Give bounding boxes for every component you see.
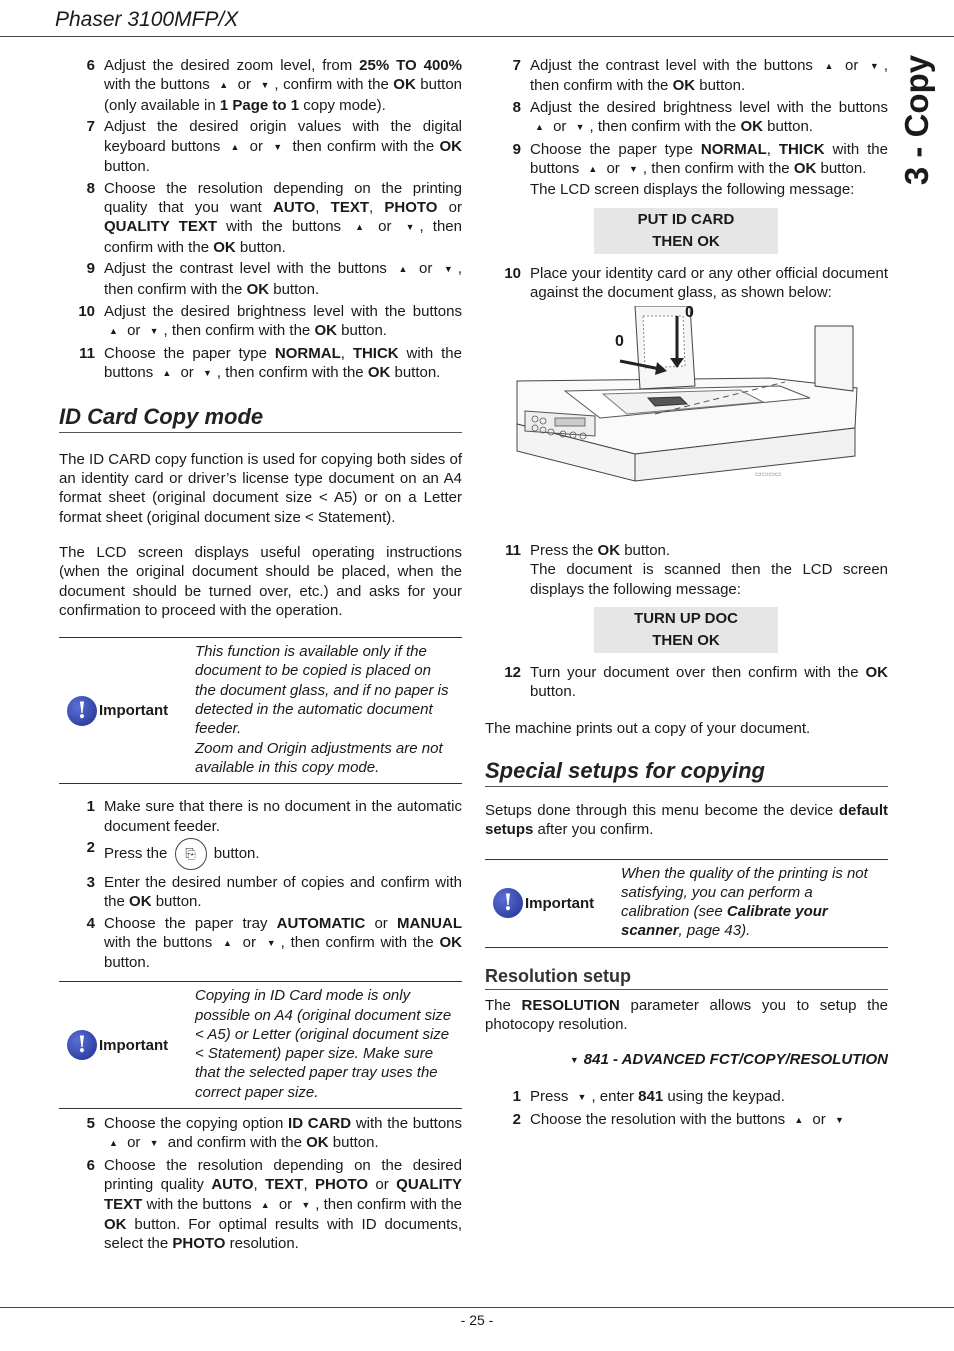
- important-text: This function is available only if the document to be copied is placed on the document glass, and if no paper is detected in the automatic document feeder. Zoom and Origin adjustments are not available in this copy mode.: [195, 643, 449, 776]
- step-number: 9: [86, 260, 95, 278]
- list-item: [485, 1110, 888, 1130]
- list-item: [59, 117, 462, 176]
- step-place-card: [485, 264, 888, 303]
- step-number: 1: [86, 798, 95, 816]
- step-number: 1: [512, 1088, 521, 1106]
- step-number: 6: [86, 1157, 95, 1175]
- step-number: 4: [86, 914, 95, 932]
- menu-path-text: 841 - ADVANCED FCT/COPY/RESOLUTION: [583, 1051, 888, 1069]
- step-number: 2: [512, 1111, 521, 1129]
- header-rule: [0, 36, 954, 37]
- list-item: [485, 541, 888, 599]
- list-item: [59, 179, 462, 257]
- important-note-3: [485, 859, 888, 948]
- steps-resolution-list: [485, 1087, 888, 1130]
- step-number: 11: [505, 542, 521, 560]
- section-title-special-setups: Special setups for copying: [485, 758, 888, 787]
- list-item: [59, 1156, 462, 1253]
- step-press-ok: [485, 541, 888, 599]
- step-turn-over: [485, 663, 888, 702]
- lcd-message-put-id-card: [594, 208, 778, 254]
- figure-label-left: 0: [615, 333, 624, 351]
- important-text: When the quality of the printing is not satisfying, you can perform a calibration (see Calibrate your scanner, page 43).: [621, 864, 868, 940]
- list-item: [485, 56, 888, 96]
- lcd-line-2: THEN OK: [652, 631, 720, 649]
- step-number: 5: [86, 1115, 95, 1133]
- step-number: 9: [512, 141, 521, 159]
- important-note-1: [59, 637, 462, 784]
- lcd-message-turn-up-doc: [594, 607, 778, 653]
- step-text: Adjust the desired brightness level with the buttons ▲ or ▼ , then confirm with the OK button.: [104, 302, 462, 339]
- step-text: Make sure that there is no document in the automatic document feeder.: [104, 798, 462, 835]
- important-text: Copying in ID Card mode is only possible on A4 (original document size < A5) or Letter (original document size < Statement) paper size. Make sure that the selected paper tray uses the correct paper size.: [195, 987, 452, 1101]
- step-number: 11: [79, 344, 95, 362]
- step-number: 2: [86, 839, 95, 857]
- list-item: [59, 344, 462, 384]
- page-number: - 25 -: [460, 1312, 494, 1328]
- list-item: [59, 302, 462, 342]
- step-text: Choose the resolution depending on the printing quality that you want AUTO, TEXT, PHOTO or QUALITY TEXT with the buttons ▲ or ▼ , then confirm with the OK button.: [104, 179, 462, 256]
- id-card-intro: The ID CARD copy function is used for copying both sides of an identity card or driver’s license type document on an A4 format sheet (original document size < A5) or on a Letter format sheet (original document size < Statement).: [59, 450, 462, 526]
- step-text: Choose the resolution with the buttons ▲ or ▼: [530, 1111, 844, 1129]
- subsection-title-resolution: Resolution setup: [485, 966, 888, 990]
- section-title-id-card: ID Card Copy mode: [59, 404, 462, 433]
- step-number: 12: [504, 663, 521, 681]
- steps-zoom-list: [59, 56, 462, 383]
- step-number: 7: [512, 57, 521, 74]
- list-item: [485, 264, 888, 303]
- step-text: Adjust the desired origin values with the digital keyboard buttons ▲ or ▼ then confirm with the OK button.: [104, 118, 462, 175]
- setups-intro: Setups done through this menu become the device default setups after you confirm.: [485, 801, 888, 839]
- step-text: Press the ⎘ button.: [104, 845, 260, 862]
- step-number: 7: [86, 118, 95, 136]
- list-item: [59, 838, 462, 870]
- step-text: Enter the desired number of copies and confirm with the OK button.: [104, 873, 462, 911]
- list-item: [485, 140, 888, 199]
- scanner-illustration: [485, 306, 888, 541]
- step-text: Place your identity card or any other official document against the document glass, as shown below:: [530, 264, 888, 301]
- step-text: Adjust the desired brightness level with the buttons ▲ or ▼ , then confirm with the OK button.: [530, 99, 888, 136]
- step-number: 8: [512, 99, 521, 117]
- footer-rule: [0, 1307, 954, 1308]
- list-item: [485, 98, 888, 138]
- left-column: [59, 56, 462, 1256]
- chapter-tab: [893, 54, 941, 186]
- step-number: 10: [504, 264, 521, 282]
- important-icon: !: [493, 888, 523, 918]
- step-number: 3: [86, 873, 95, 891]
- menu-path: [485, 1050, 888, 1070]
- step-text: Adjust the desired zoom level, from 25% TO 400% with the buttons ▲ or ▼ , confirm with the OK button (only available in 1 Page to 1 copy mode).: [104, 57, 462, 114]
- chapter-tab-label: 3 - Copy: [898, 54, 935, 186]
- step-text: Press ▼ , enter 841 using the keypad.: [530, 1088, 785, 1106]
- list-item: [59, 873, 462, 912]
- step-text: Press the OK button. The document is scanned then the LCD screen displays the following message:: [530, 542, 888, 598]
- steps-id-card-list: [59, 797, 462, 973]
- id-card-lcd-info: The LCD screen displays useful operating instructions (when the original document should be placed, when the document should be turned over, etc.) and asks for your confirmation to proceed with the operation.: [59, 543, 462, 619]
- list-item: [59, 56, 462, 115]
- svg-text:▭▭▭▭: ▭▭▭▭: [755, 471, 782, 479]
- lcd-line-1: TURN UP DOC: [634, 609, 738, 627]
- step-text: Turn your document over then confirm with the OK button.: [530, 663, 888, 700]
- step-number: 6: [86, 57, 95, 74]
- lcd-line-1: PUT ID CARD: [637, 210, 735, 228]
- list-item: [59, 1114, 462, 1154]
- important-icon: !: [67, 696, 97, 726]
- print-result-text: The machine prints out a copy of your document.: [485, 719, 811, 737]
- step-text: Adjust the contrast level with the buttons ▲ or ▼ , then confirm with the OK button.: [530, 57, 888, 95]
- steps-id-card-list-2: [59, 1114, 462, 1254]
- important-label: Important: [99, 702, 169, 720]
- step-text: Choose the paper type NORMAL, THICK with the buttons ▲ or ▼ , then confirm with the OK button.: [104, 344, 462, 381]
- step-number: 8: [86, 179, 95, 197]
- header-title: Phaser 3100MFP/X: [55, 8, 239, 31]
- important-label: Important: [525, 894, 595, 912]
- list-item: [485, 663, 888, 702]
- list-item: [485, 1087, 888, 1107]
- list-item: [59, 914, 462, 973]
- arrow-down-icon: ▼: [569, 1055, 579, 1066]
- step-number: 10: [78, 302, 95, 320]
- list-item: [59, 797, 462, 836]
- step-text: Choose the paper type NORMAL, THICK with the buttons ▲ or ▼ , then confirm with the OK button. The LCD screen displays the following message:: [530, 141, 888, 198]
- step-text: Choose the copying option ID CARD with the buttons ▲ or ▼ and confirm with the OK button.: [104, 1115, 463, 1152]
- important-label: Important: [99, 1036, 169, 1054]
- steps-contrast-list: [485, 56, 888, 199]
- lcd-line-2: THEN OK: [652, 232, 720, 250]
- step-text: Choose the resolution depending on the desired printing quality AUTO, TEXT, PHOTO or QUALITY TEXT with the buttons ▲ or ▼ , then confirm with the OK button. For optimal results with ID documents, select the PHOTO resolution.: [104, 1157, 463, 1253]
- step-text: Choose the paper tray AUTOMATIC or MANUAL with the buttons ▲ or ▼ , then confirm with the OK button.: [104, 914, 462, 972]
- right-column: [485, 56, 888, 1133]
- resolution-intro: The RESOLUTION parameter allows you to setup the photocopy resolution.: [485, 996, 889, 1034]
- important-icon: !: [67, 1030, 97, 1060]
- important-note-2: [59, 981, 462, 1109]
- list-item: [59, 259, 462, 299]
- step-text: Adjust the contrast level with the buttons ▲ or ▼ , then confirm with the OK button.: [104, 260, 462, 298]
- figure-label-top: 0: [685, 304, 694, 322]
